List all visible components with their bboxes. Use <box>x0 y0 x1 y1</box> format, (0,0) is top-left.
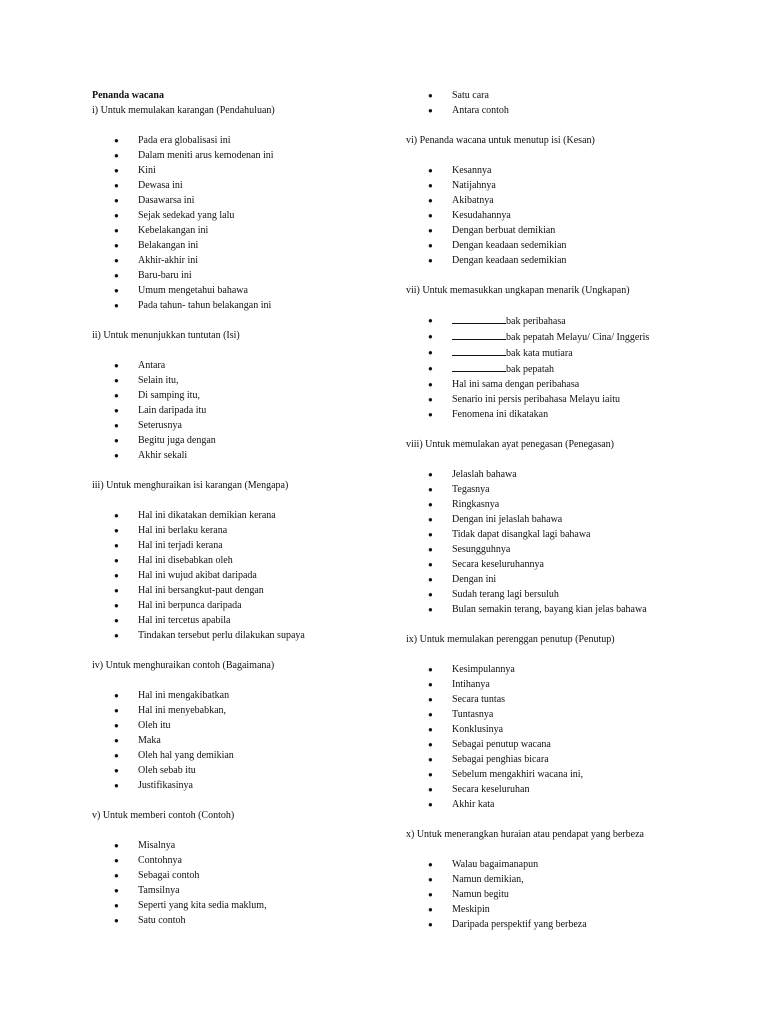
bullet-icon: ● <box>428 905 433 914</box>
list-item-text: Konklusinya <box>452 724 504 735</box>
list-item <box>92 508 392 523</box>
bullet-icon: ● <box>114 286 119 295</box>
bullet-icon: ● <box>114 586 119 595</box>
bullet-icon: ● <box>114 736 119 745</box>
list-item <box>406 662 716 677</box>
left-sections <box>92 103 392 928</box>
list-item-text: Tuntasnya <box>452 709 494 720</box>
list-item-text: Kesudahannya <box>452 210 511 221</box>
bullet-icon: ● <box>114 256 119 265</box>
list-item-text: Secara keseluruhan <box>452 784 530 795</box>
bullet-icon: ● <box>114 781 119 790</box>
bullet-icon: ● <box>428 211 433 220</box>
list-item <box>406 178 716 193</box>
list-item <box>406 557 716 572</box>
list-item-text: Kebelakangan ini <box>138 225 209 236</box>
bullet-icon: ● <box>114 886 119 895</box>
bullet-icon: ● <box>114 916 119 925</box>
list-item-text: Natijahnya <box>452 180 496 191</box>
item-list <box>92 688 392 793</box>
section <box>92 658 392 793</box>
list-item <box>92 598 392 613</box>
bullet-icon: ● <box>428 410 433 419</box>
bullet-icon: ● <box>428 875 433 884</box>
section <box>92 103 392 313</box>
bullet-icon: ● <box>428 890 433 899</box>
fill-in-blank <box>452 345 506 356</box>
list-item <box>92 613 392 628</box>
list-item <box>406 707 716 722</box>
item-list <box>92 838 392 928</box>
list-item-text: bak pepatah Melayu/ Cina/ Inggeris <box>506 332 650 343</box>
list-item-text: Lain daripada itu <box>138 405 207 416</box>
list-item <box>406 392 716 407</box>
list-item-text: Hal ini berpunca daripada <box>138 600 242 611</box>
list-item <box>92 748 392 763</box>
list-item-text: Hal ini tercetus apabila <box>138 615 231 626</box>
bullet-icon: ● <box>428 770 433 779</box>
bullet-icon: ● <box>428 91 433 100</box>
list-item-text: Tindakan tersebut perlu dilakukan supaya <box>138 630 305 641</box>
item-list <box>92 133 392 313</box>
section <box>406 632 716 812</box>
bullet-icon: ● <box>114 361 119 370</box>
list-item-text: Hal ini terjadi kerana <box>138 540 223 551</box>
list-item-text: Kesimpulannya <box>452 664 515 675</box>
bullet-icon: ● <box>114 271 119 280</box>
list-item <box>92 373 392 388</box>
list-item-text: Di samping itu, <box>138 390 200 401</box>
list-item <box>92 418 392 433</box>
bullet-icon: ● <box>114 166 119 175</box>
list-item-text: Walau bagaimanapun <box>452 859 539 870</box>
section-heading: i) Untuk memulakan karangan (Pendahuluan) <box>92 105 275 116</box>
section-heading: x) Untuk menerangkan huraian atau pendapat yang berbeza <box>406 829 644 840</box>
bullet-icon: ● <box>428 800 433 809</box>
bullet-icon: ● <box>114 391 119 400</box>
list-item <box>406 497 716 512</box>
bullet-icon: ● <box>428 680 433 689</box>
list-item-text: Tidak dapat disangkal lagi bahawa <box>452 529 591 540</box>
bullet-icon: ● <box>114 721 119 730</box>
section-heading: ix) Untuk memulakan perenggan penutup (Penutup) <box>406 634 615 645</box>
list-item-text: Bulan semakin terang, bayang kian jelas bahawa <box>452 604 647 615</box>
bullet-icon: ● <box>114 751 119 760</box>
bullet-icon: ● <box>114 421 119 430</box>
list-item <box>406 329 716 345</box>
list-item <box>92 433 392 448</box>
bullet-icon: ● <box>428 710 433 719</box>
list-item-text: Tegasnya <box>452 484 490 495</box>
section <box>406 133 716 268</box>
list-item <box>406 902 716 917</box>
section <box>92 808 392 928</box>
list-item <box>92 763 392 778</box>
list-item-text: Sebagai penutup wacana <box>452 739 551 750</box>
list-item <box>406 482 716 497</box>
list-item-text: Oleh itu <box>138 720 171 731</box>
bullet-icon: ● <box>114 631 119 640</box>
bullet-icon: ● <box>428 106 433 115</box>
list-item <box>406 572 716 587</box>
section <box>406 283 716 422</box>
bullet-icon: ● <box>114 451 119 460</box>
item-list <box>406 662 716 812</box>
bullet-icon: ● <box>114 556 119 565</box>
list-item <box>406 602 716 617</box>
fill-in-blank <box>452 313 506 324</box>
list-item-text: Sebagai penghias bicara <box>452 754 549 765</box>
section <box>406 827 716 932</box>
fill-in-blank <box>452 361 506 372</box>
list-item <box>92 193 392 208</box>
bullet-icon: ● <box>114 871 119 880</box>
list-item-text: Secara tuntas <box>452 694 506 705</box>
list-item-text: Seterusnya <box>138 420 182 431</box>
list-item <box>92 778 392 793</box>
bullet-icon: ● <box>114 856 119 865</box>
bullet-icon: ● <box>428 740 433 749</box>
list-item-text: Kini <box>138 165 156 176</box>
list-item-text: Hal ini bersangkut-paut dengan <box>138 585 264 596</box>
bullet-icon: ● <box>114 691 119 700</box>
bullet-icon: ● <box>428 181 433 190</box>
list-item <box>92 688 392 703</box>
list-item <box>92 733 392 748</box>
item-list <box>406 163 716 268</box>
list-item <box>92 898 392 913</box>
list-item <box>92 883 392 898</box>
list-item-text: Dengan ini jelaslah bahawa <box>452 514 563 525</box>
list-item-text: Oleh hal yang demikian <box>138 750 234 761</box>
list-item-text: Oleh sebab itu <box>138 765 196 776</box>
list-item-text: Antara contoh <box>452 105 509 116</box>
list-item <box>406 887 716 902</box>
list-item-text: Jelaslah bahawa <box>452 469 517 480</box>
list-item <box>92 283 392 298</box>
list-item <box>406 587 716 602</box>
list-item <box>406 103 716 118</box>
continued-list <box>406 88 716 118</box>
list-item-text: Dewasa ini <box>138 180 183 191</box>
list-item <box>406 163 716 178</box>
bullet-icon: ● <box>114 151 119 160</box>
section-heading: vi) Penanda wacana untuk menutup isi (Kesan) <box>406 135 595 146</box>
list-item <box>406 253 716 268</box>
list-item-text: Daripada perspektif yang berbeza <box>452 919 587 930</box>
list-item-text: Satu cara <box>452 90 489 101</box>
section <box>92 328 392 463</box>
bullet-icon: ● <box>428 785 433 794</box>
list-item-text: Misalnya <box>138 840 176 851</box>
bullet-icon: ● <box>428 560 433 569</box>
list-item-text: bak peribahasa <box>506 316 566 327</box>
list-item <box>406 782 716 797</box>
list-item-text: Akhir-akhir ini <box>138 255 199 266</box>
list-item <box>406 467 716 482</box>
list-item-text: Hal ini mengakibatkan <box>138 690 230 701</box>
list-item-text: Tamsilnya <box>138 885 180 896</box>
list-item-text: Pada era globalisasi ini <box>138 135 231 146</box>
list-item <box>92 253 392 268</box>
bullet-icon: ● <box>114 601 119 610</box>
bullet-icon: ● <box>428 364 433 373</box>
list-item <box>92 718 392 733</box>
right-sections <box>406 133 716 932</box>
bullet-icon: ● <box>114 376 119 385</box>
list-item-text: Sudah terang lagi bersuluh <box>452 589 559 600</box>
list-item <box>92 358 392 373</box>
list-item <box>92 868 392 883</box>
list-item <box>92 403 392 418</box>
bullet-icon: ● <box>428 545 433 554</box>
bullet-icon: ● <box>114 526 119 535</box>
list-item-text: Akhir kata <box>452 799 495 810</box>
list-item-text: Sejak sedekad yang lalu <box>138 210 235 221</box>
list-item-text: Hal ini dikatakan demikian kerana <box>138 510 276 521</box>
list-item-text: Akibatnya <box>452 195 494 206</box>
list-item <box>406 377 716 392</box>
bullet-icon: ● <box>428 196 433 205</box>
list-item <box>92 238 392 253</box>
list-item-text: Hal ini menyebabkan, <box>138 705 227 716</box>
list-item <box>92 838 392 853</box>
bullet-icon: ● <box>428 695 433 704</box>
bullet-icon: ● <box>114 616 119 625</box>
bullet-icon: ● <box>428 725 433 734</box>
bullet-icon: ● <box>428 530 433 539</box>
list-item <box>92 388 392 403</box>
list-item <box>406 737 716 752</box>
list-item-text: Sebelum mengakhiri wacana ini, <box>452 769 584 780</box>
bullet-icon: ● <box>428 485 433 494</box>
fill-in-blank <box>452 329 506 340</box>
bullet-icon: ● <box>428 316 433 325</box>
list-item <box>92 268 392 283</box>
list-item-text: Dengan berbuat demikian <box>452 225 556 236</box>
list-item-text: Sesungguhnya <box>452 544 511 555</box>
list-item <box>92 298 392 313</box>
list-item <box>406 223 716 238</box>
list-item-text: Ringkasnya <box>452 499 500 510</box>
item-list <box>92 508 392 643</box>
list-item <box>92 913 392 928</box>
section-heading: v) Untuk memberi contoh (Contoh) <box>92 810 235 821</box>
list-item-text: Baru-baru ini <box>138 270 192 281</box>
list-item-text: Antara <box>138 360 166 371</box>
section-heading: iii) Untuk menghuraikan isi karangan (Mengapa) <box>92 480 289 491</box>
bullet-icon: ● <box>428 860 433 869</box>
list-item <box>406 677 716 692</box>
list-item <box>406 692 716 707</box>
list-item <box>92 223 392 238</box>
bullet-icon: ● <box>114 241 119 250</box>
bullet-icon: ● <box>428 500 433 509</box>
bullet-icon: ● <box>428 470 433 479</box>
bullet-icon: ● <box>428 348 433 357</box>
list-item <box>92 133 392 148</box>
section-heading: ii) Untuk menunjukkan tuntutan (Isi) <box>92 330 240 341</box>
list-item-text: Hal ini berlaku kerana <box>138 525 228 536</box>
bullet-icon: ● <box>114 571 119 580</box>
list-item <box>92 538 392 553</box>
list-item <box>406 857 716 872</box>
bullet-icon: ● <box>428 515 433 524</box>
list-item-text: Namun demikian, <box>452 874 524 885</box>
section <box>406 437 716 617</box>
list-item <box>92 568 392 583</box>
bullet-icon: ● <box>114 226 119 235</box>
list-item-text: Kesannya <box>452 165 492 176</box>
item-list <box>406 467 716 617</box>
list-item <box>92 583 392 598</box>
list-item <box>406 872 716 887</box>
list-item <box>406 407 716 422</box>
list-item-text: Seperti yang kita sedia maklum, <box>138 900 267 911</box>
list-item <box>406 767 716 782</box>
bullet-icon: ● <box>114 706 119 715</box>
section-heading: viii) Untuk memulakan ayat penegasan (Penegasan) <box>406 439 614 450</box>
list-item <box>406 313 716 329</box>
list-item <box>92 208 392 223</box>
list-item-text: Umum mengetahui bahawa <box>138 285 248 296</box>
list-item-text: Contohnya <box>138 855 182 866</box>
list-item <box>406 527 716 542</box>
bullet-icon: ● <box>114 406 119 415</box>
list-item <box>92 523 392 538</box>
list-item-text: Belakangan ini <box>138 240 199 251</box>
list-item-text: Hal ini wujud akibat daripada <box>138 570 257 581</box>
item-list <box>92 358 392 463</box>
right-column <box>406 88 716 947</box>
list-item-text: Maka <box>138 735 161 746</box>
bullet-icon: ● <box>114 301 119 310</box>
list-item-text: Dasawarsa ini <box>138 195 195 206</box>
list-item <box>406 193 716 208</box>
bullet-icon: ● <box>428 166 433 175</box>
list-item <box>92 853 392 868</box>
list-item-text: Satu contoh <box>138 915 186 926</box>
list-item <box>92 628 392 643</box>
document-title: Penanda wacana <box>92 90 164 101</box>
list-item <box>92 553 392 568</box>
list-item-text: Dengan keadaan sedemikian <box>452 255 567 266</box>
list-item-text: Hal ini sama dengan peribahasa <box>452 379 580 390</box>
list-item-text: bak pepatah <box>506 364 555 375</box>
list-item <box>406 722 716 737</box>
list-item-text: Dengan keadaan sedemikian <box>452 240 567 251</box>
bullet-icon: ● <box>114 136 119 145</box>
list-item-text: Intihanya <box>452 679 490 690</box>
list-item-text: Secara keseluruhannya <box>452 559 544 570</box>
bullet-icon: ● <box>428 920 433 929</box>
list-item <box>406 345 716 361</box>
item-list <box>406 857 716 932</box>
bullet-icon: ● <box>114 766 119 775</box>
list-item <box>406 512 716 527</box>
bullet-icon: ● <box>428 380 433 389</box>
bullet-icon: ● <box>114 181 119 190</box>
bullet-icon: ● <box>428 755 433 764</box>
left-column <box>92 88 392 943</box>
list-item <box>406 542 716 557</box>
list-item-text: Namun begitu <box>452 889 509 900</box>
bullet-icon: ● <box>114 541 119 550</box>
bullet-icon: ● <box>114 901 119 910</box>
list-item-text: Justifikasinya <box>138 780 193 791</box>
bullet-icon: ● <box>114 436 119 445</box>
list-item-text: Hal ini disebabkan oleh <box>138 555 233 566</box>
list-item <box>406 238 716 253</box>
list-item-text: Akhir sekali <box>138 450 188 461</box>
list-item <box>406 752 716 767</box>
bullet-icon: ● <box>428 332 433 341</box>
list-item-text: Dalam meniti arus kemodenan ini <box>138 150 274 161</box>
list-item <box>406 208 716 223</box>
bullet-icon: ● <box>428 575 433 584</box>
list-item-text: Begitu juga dengan <box>138 435 216 446</box>
list-item <box>92 148 392 163</box>
list-item <box>406 88 716 103</box>
bullet-icon: ● <box>428 590 433 599</box>
list-item <box>92 163 392 178</box>
section-heading: iv) Untuk menghuraikan contoh (Bagaimana) <box>92 660 275 671</box>
bullet-icon: ● <box>114 841 119 850</box>
bullet-icon: ● <box>428 395 433 404</box>
bullet-icon: ● <box>114 211 119 220</box>
list-item-text: Dengan ini <box>452 574 497 585</box>
list-item <box>406 361 716 377</box>
list-item-text: Selain itu, <box>138 375 179 386</box>
bullet-icon: ● <box>114 511 119 520</box>
bullet-icon: ● <box>428 226 433 235</box>
section <box>92 478 392 643</box>
bullet-icon: ● <box>428 241 433 250</box>
list-item-text: Senario ini persis peribahasa Melayu iaitu <box>452 394 621 405</box>
list-item-text: Fenomena ini dikatakan <box>452 409 549 420</box>
bullet-icon: ● <box>428 256 433 265</box>
list-item-text: bak kata mutiara <box>506 348 573 359</box>
bullet-icon: ● <box>114 196 119 205</box>
bullet-icon: ● <box>428 665 433 674</box>
list-item-text: Pada tahun- tahun belakangan ini <box>138 300 272 311</box>
list-item <box>406 797 716 812</box>
item-list <box>406 313 716 422</box>
list-item <box>92 448 392 463</box>
list-item-text: Meskipin <box>452 904 490 915</box>
list-item <box>92 703 392 718</box>
section-heading: vii) Untuk memasukkan ungkapan menarik (Ungkapan) <box>406 285 630 296</box>
list-item <box>92 178 392 193</box>
bullet-icon: ● <box>428 605 433 614</box>
list-item-text: Sebagai contoh <box>138 870 200 881</box>
list-item <box>406 917 716 932</box>
